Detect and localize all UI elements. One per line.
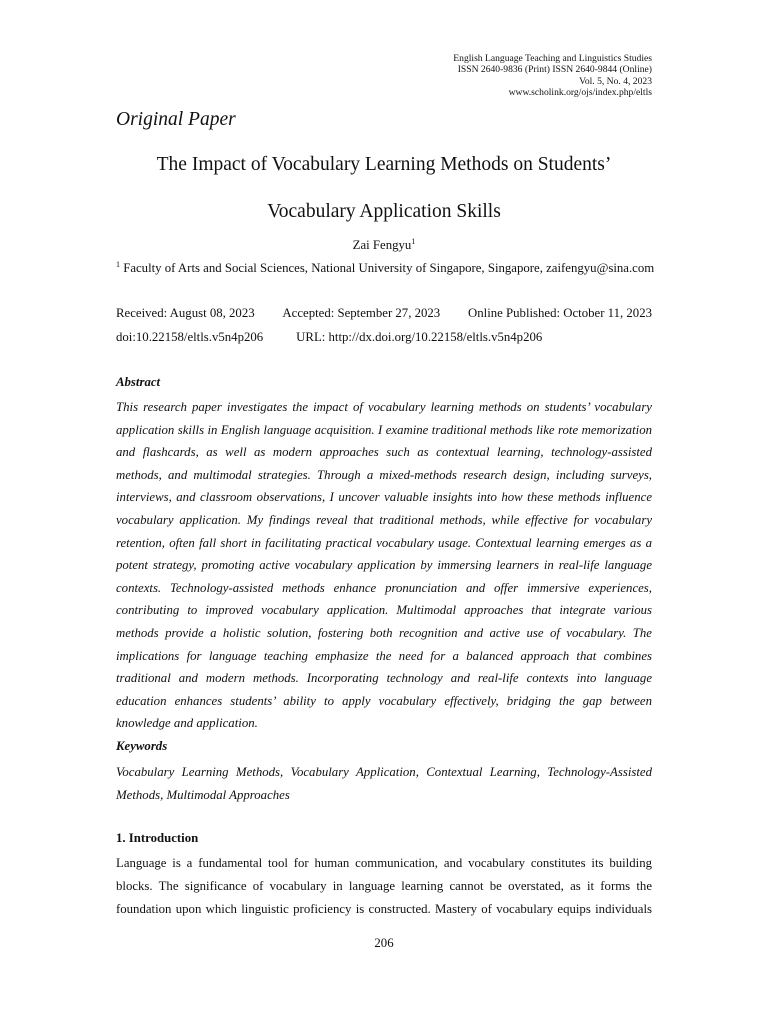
received-date: Received: August 08, 2023 bbox=[116, 306, 255, 320]
identifiers bbox=[116, 330, 652, 345]
journal-issn: ISSN 2640-9836 (Print) ISSN 2640-9844 (Online) bbox=[457, 64, 652, 76]
journal-name: English Language Teaching and Linguistics Studies bbox=[453, 53, 652, 64]
keywords-heading: Keywords bbox=[116, 739, 168, 753]
keywords-text: Vocabulary Learning Methods, Vocabulary Application, Contextual Learning, Technology-Assisted Methods, Multimodal Approaches bbox=[116, 765, 652, 802]
paper-type: Original Paper bbox=[116, 109, 236, 130]
journal-volume: Vol. 5, No. 4, 2023 bbox=[579, 75, 652, 87]
author-name: Zai Fengyu bbox=[352, 238, 412, 252]
affiliation-text: Faculty of Arts and Social Sciences, National University of Singapore, Singapore, zaifengyu@sina.com bbox=[120, 261, 655, 275]
author-affiliation-marker: 1 bbox=[411, 237, 416, 246]
affiliation bbox=[116, 261, 654, 276]
page-number: 206 bbox=[374, 936, 394, 950]
journal-url[interactable]: www.scholink.org/ojs/index.php/eltls bbox=[508, 87, 652, 99]
publication-dates bbox=[116, 306, 652, 321]
accepted-date: Accepted: September 27, 2023 bbox=[282, 306, 441, 320]
introduction-text: Language is a fundamental tool for human communication, and vocabulary constitutes its building blocks. The significance of vocabulary in language learning cannot be overstated, as it forms the foundation upon which linguistic proficiency is constructed. Mastery of vocabulary equips individuals bbox=[116, 856, 652, 916]
affiliation-marker: 1 bbox=[116, 260, 120, 269]
doi[interactable]: doi:10.22158/eltls.v5n4p206 bbox=[116, 330, 264, 344]
paper-title-line-1: The Impact of Vocabulary Learning Methods on Students’ bbox=[156, 154, 612, 175]
author bbox=[116, 238, 652, 253]
doi-url[interactable]: URL: http://dx.doi.org/10.22158/eltls.v5n4p206 bbox=[296, 330, 543, 344]
introduction-heading: 1. Introduction bbox=[116, 831, 199, 845]
abstract-text: This research paper investigates the impact of vocabulary learning methods on students’ vocabulary application skills in English language acquisition. I examine traditional methods like rote memorization and flashcards, as well as modern approaches such as contextual learning, technology-assisted methods, and multimodal strategies. Through a mixed-methods research design, including surveys, interviews, and classroom observations, I uncover valuable insights into how these methods influence vocabulary application. My findings reveal that traditional methods, while effective for vocabulary retention, often fall short in facilitating practical vocabulary usage. Contextual learning emerges as a potent strategy, promoting active vocabulary application by immersing learners in real-life language contexts. Technology-assisted methods enhance pronunciation and offer immersive experiences, contributing to improved vocabulary application. Multimodal approaches that integrate various methods provide a holistic solution, fostering both recognition and active use of vocabulary. The implications for language teaching emphasize the need for a balanced approach that combines traditional and modern methods. Incorporating technology and real-life contexts into language education enhances students’ ability to apply vocabulary effectively, bridging the gap between knowledge and application. bbox=[116, 400, 652, 731]
abstract-heading: Abstract bbox=[116, 375, 161, 389]
journal-header bbox=[453, 53, 652, 99]
published-date: Online Published: October 11, 2023 bbox=[468, 306, 652, 320]
paper-title-line-2: Vocabulary Application Skills bbox=[267, 201, 501, 222]
